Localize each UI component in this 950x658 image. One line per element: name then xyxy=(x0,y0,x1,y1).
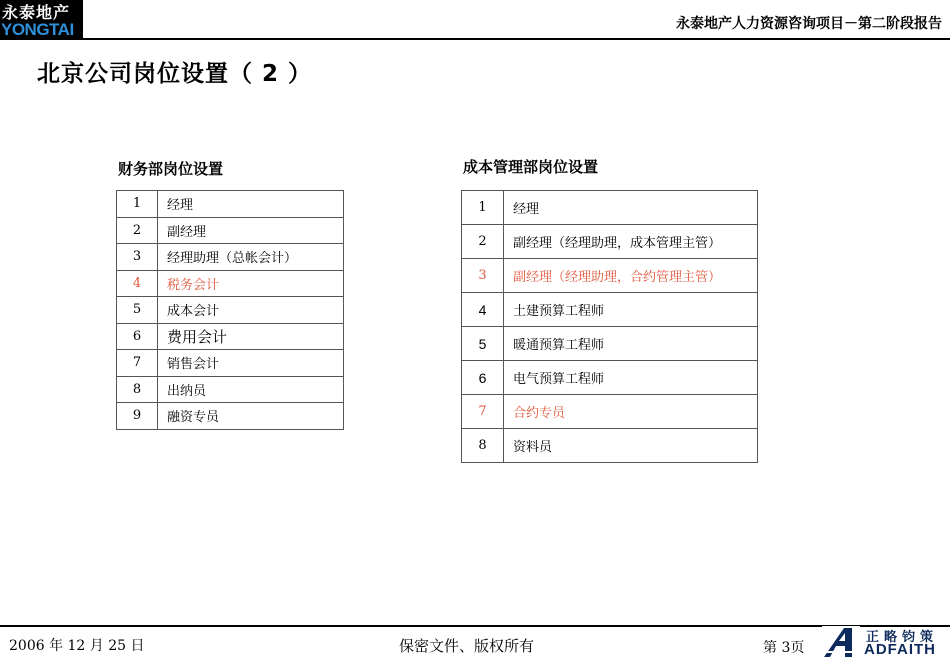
table-row xyxy=(462,429,758,463)
header-divider xyxy=(0,38,950,40)
position-name: 电气预算工程师 xyxy=(504,361,758,395)
table-row xyxy=(462,225,758,259)
position-name: 销售会计 xyxy=(158,350,344,377)
page-number: 第 3页 xyxy=(763,640,805,656)
row-number: 4 xyxy=(462,293,504,327)
table-row xyxy=(117,297,344,324)
position-name: 融资专员 xyxy=(158,403,344,430)
confidential-notice: 保密文件、版权所有 xyxy=(399,637,535,655)
table-row xyxy=(117,323,344,350)
row-number: 7 xyxy=(462,395,504,429)
page-title: 北京公司岗位设置（ 2 ） xyxy=(37,61,313,87)
row-number: 1 xyxy=(117,191,158,218)
position-name: 费用会计 xyxy=(158,323,344,350)
row-number: 8 xyxy=(117,376,158,403)
position-name: 税务会计 xyxy=(158,270,344,297)
row-number: 4 xyxy=(117,270,158,297)
row-number: 6 xyxy=(462,361,504,395)
cost-positions-table xyxy=(461,190,758,463)
position-name: 副经理 xyxy=(158,217,344,244)
position-name: 暖通预算工程师 xyxy=(504,327,758,361)
table-row xyxy=(117,244,344,271)
brand-english-name: ADFAITH xyxy=(864,641,936,658)
table-row xyxy=(462,327,758,361)
row-number: 3 xyxy=(117,244,158,271)
row-number: 1 xyxy=(462,191,504,225)
adfaith-logo xyxy=(822,626,950,658)
table-row xyxy=(117,403,344,430)
table-row xyxy=(117,376,344,403)
row-number: 2 xyxy=(117,217,158,244)
table-row-highlighted xyxy=(117,270,344,297)
position-name: 合约专员 xyxy=(504,395,758,429)
logo-chinese-text: 永泰地产 xyxy=(2,3,71,22)
project-title: 永泰地产人力资源咨询项目－第二阶段报告 xyxy=(676,16,942,32)
row-number: 5 xyxy=(117,297,158,324)
table-row-highlighted xyxy=(462,395,758,429)
position-name: 副经理（经理助理，合约管理主管） xyxy=(504,259,758,293)
position-name: 资料员 xyxy=(504,429,758,463)
row-number: 8 xyxy=(462,429,504,463)
position-name: 出纳员 xyxy=(158,376,344,403)
table-row xyxy=(462,191,758,225)
position-name: 经理助理（总帐会计） xyxy=(158,244,344,271)
row-number: 6 xyxy=(117,323,158,350)
finance-section-heading: 财务部岗位设置 xyxy=(118,160,224,178)
position-name: 成本会计 xyxy=(158,297,344,324)
position-name: 经理 xyxy=(504,191,758,225)
brand-chinese-name: 正略钧策 xyxy=(866,630,939,645)
row-number: 2 xyxy=(462,225,504,259)
adfaith-mark-icon xyxy=(822,626,860,658)
position-name: 副经理（经理助理，成本管理主管） xyxy=(504,225,758,259)
company-logo xyxy=(0,0,83,39)
cost-section-heading: 成本管理部岗位设置 xyxy=(463,158,599,176)
table-row xyxy=(117,217,344,244)
row-number: 9 xyxy=(117,403,158,430)
row-number: 7 xyxy=(117,350,158,377)
table-row-highlighted xyxy=(462,259,758,293)
finance-positions-table xyxy=(116,190,344,430)
position-name: 经理 xyxy=(158,191,344,218)
row-number: 3 xyxy=(462,259,504,293)
table-row xyxy=(462,293,758,327)
row-number: 5 xyxy=(462,327,504,361)
footer-divider xyxy=(0,625,950,627)
table-row xyxy=(117,191,344,218)
position-name: 土建预算工程师 xyxy=(504,293,758,327)
footer-date: 2006 年 12 月 25 日 xyxy=(9,638,145,654)
table-row xyxy=(117,350,344,377)
table-row xyxy=(462,361,758,395)
logo-english-text: YONGTAI xyxy=(1,20,74,39)
